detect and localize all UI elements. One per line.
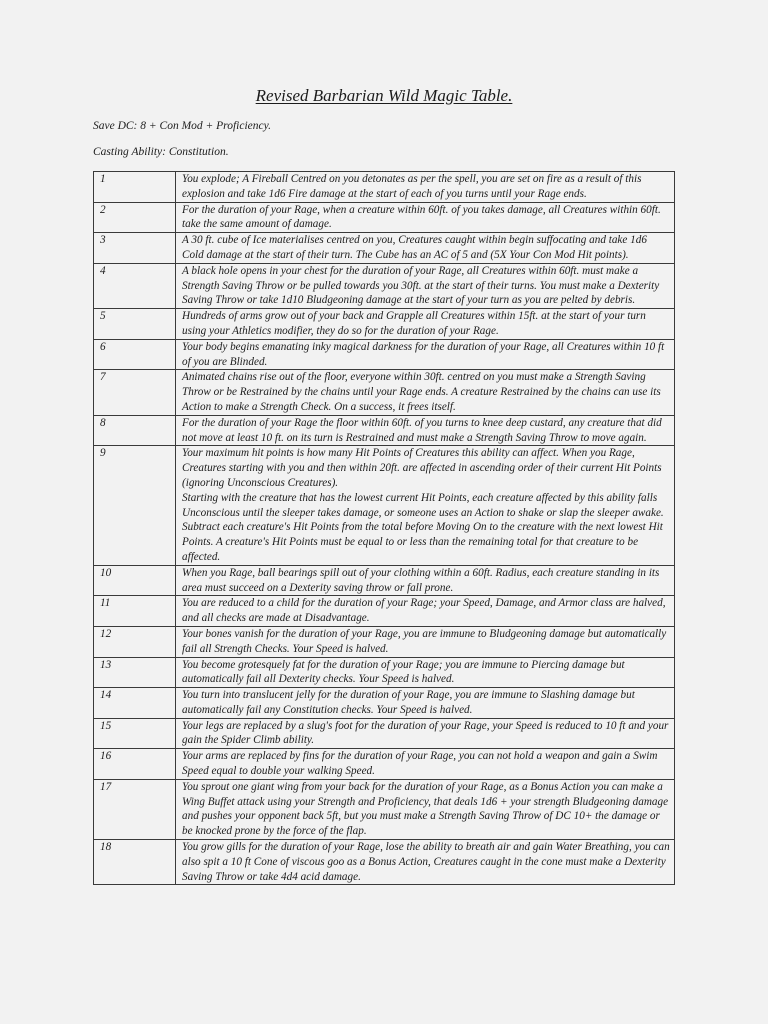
- table-row: [94, 779, 675, 839]
- effect-cell: [176, 565, 675, 596]
- roll-number-cell: 18: [94, 840, 176, 885]
- roll-number-cell: 8: [94, 415, 176, 446]
- effect-text: When you Rage, ball bearings spill out of your clothing within a 60ft. Radius, each creature standing in its area must succeed on a Dexterity saving throw or fall prone.: [182, 566, 660, 594]
- roll-number-cell: 17: [94, 779, 176, 839]
- effect-cell: [176, 657, 675, 688]
- document-title: Revised Barbarian Wild Magic Table.: [255, 86, 513, 105]
- table-row: [94, 202, 675, 233]
- effect-text: Your maximum hit points is how many Hit Points of Creatures this ability can affect. When you Rage, Creatures starting with you and then within 20ft. are affected in ascending order of their current Hit Points (ignoring Unconscious Creatures).: [182, 447, 662, 489]
- table-row: [94, 749, 675, 780]
- roll-number-cell: 7: [94, 370, 176, 415]
- effect-text: Animated chains rise out of the floor, everyone within 30ft. centred on you must make a Strength Saving Throw or be Restrained by the chains until your Rage ends. A creature Restrained by the chains can use its Action to make a Strength Check. On a success, it frees itself.: [182, 371, 661, 413]
- effect-text: Your bones vanish for the duration of your Rage, you are immune to Bludgeoning damage but automatically fail all Strength Checks. Your Speed is halved.: [182, 627, 667, 655]
- effect-text: You explode; A Fireball Centred on you detonates as per the spell, you are set on fire as a result of this explosion and take 1d6 Fire damage at the start of each of you turns until your Rage ends.: [182, 173, 642, 200]
- effect-text: You become grotesquely fat for the duration of your Rage; you are immune to Piercing damage but automatically fail all Dexterity checks. Your Speed is halved.: [182, 658, 625, 686]
- effect-text: A black hole opens in your chest for the duration of your Rage, all Creatures within 60ft. must make a Strength Saving Throw or be pulled towards you 30ft. at the start of their turns. You must make a Dexterity Saving Throw or take 1d10 Bludgeoning damage at the start of your turn as you are pelted by debris.: [182, 264, 660, 307]
- effect-cell: [176, 626, 675, 657]
- effect-text: Starting with the creature that has the lowest current Hit Points, each creature affected by this ability falls Unconscious until the sleeper takes damage, or someone uses an Action to shake or slap the sleeper awake. Subtract each creature's Hit Points from the total before Moving On to the creature with the next lowest Hit Points. A creature's Hit Points must be equal to or less than the remaining total for that creature to be affected.: [182, 491, 664, 563]
- roll-number-cell: 10: [94, 565, 176, 596]
- roll-number-cell: 4: [94, 263, 176, 308]
- effect-cell: [176, 339, 675, 370]
- effect-text: For the duration of your Rage, when a creature within 60ft. of you takes damage, all Creatures within 60ft. take the same amount of damage.: [182, 203, 661, 231]
- wild-magic-table-body: [94, 172, 675, 885]
- roll-number-cell: 15: [94, 718, 176, 749]
- effect-text: For the duration of your Rage the floor within 60ft. of you turns to knee deep custard, any creature that did not move at least 10 ft. on its turn is Restrained and must make a Strength Saving Throw to move again.: [182, 416, 662, 444]
- table-row: [94, 718, 675, 749]
- roll-number-cell: 6: [94, 339, 176, 370]
- table-row: [94, 657, 675, 688]
- table-row: [94, 840, 675, 885]
- table-row: [94, 626, 675, 657]
- table-row: [94, 309, 675, 340]
- effect-text: A 30 ft. cube of Ice materialises centred on you, Creatures caught within begin suffocating and take 1d6 Cold damage at the start of their turn. The Cube has an AC of 5 and (5X Your Con Mod Hit points).: [182, 234, 647, 261]
- effect-cell: [176, 415, 675, 446]
- roll-number-cell: 13: [94, 657, 176, 688]
- table-row: [94, 446, 675, 565]
- roll-number-cell: 5: [94, 309, 176, 340]
- roll-number-cell: 2: [94, 202, 176, 233]
- effect-text: Your body begins emanating inky magical darkness for the duration of your Rage, all Creatures within 10 ft of you are Blinded.: [182, 340, 665, 368]
- roll-number-cell: 11: [94, 596, 176, 627]
- effect-text: You grow gills for the duration of your Rage, lose the ability to breath air and gain Water Breathing, you can also spit a 10 ft Cone of viscous goo as a Bonus Action, Creatures caught in the cone must make a Dexterity Saving Throw or take 4d4 acid damage.: [182, 841, 670, 883]
- effect-text: Your legs are replaced by a slug's foot for the duration of your Rage, your Speed is reduced to 10 ft and your gain the Spider Climb ability.: [182, 719, 669, 747]
- effect-text: Your arms are replaced by fins for the duration of your Rage, you can not hold a weapon and gain a Swim Speed equal to double your walking Speed.: [182, 750, 658, 778]
- table-row: [94, 263, 675, 308]
- wild-magic-table: [93, 171, 675, 885]
- effect-cell: [176, 688, 675, 719]
- effect-cell: [176, 370, 675, 415]
- effect-text: You are reduced to a child for the duration of your Rage; your Speed, Damage, and Armor class are halved, and all checks are made at Disadvantage.: [182, 597, 666, 625]
- effect-text: Hundreds of arms grow out of your back and Grapple all Creatures within 15ft. at the start of your turn using your Athletics modifier, they do so for the duration of your Rage.: [182, 310, 646, 337]
- table-row: [94, 233, 675, 264]
- effect-cell: [176, 233, 675, 264]
- effect-cell: [176, 596, 675, 627]
- effect-cell: [176, 263, 675, 308]
- table-row: [94, 415, 675, 446]
- table-row: [94, 596, 675, 627]
- table-row: [94, 339, 675, 370]
- roll-number-cell: 3: [94, 233, 176, 264]
- effect-cell: [176, 446, 675, 565]
- effect-cell: [176, 749, 675, 780]
- roll-number-cell: 12: [94, 626, 176, 657]
- effect-cell: [176, 779, 675, 839]
- roll-number-cell: 16: [94, 749, 176, 780]
- effect-text: You turn into translucent jelly for the duration of your Rage, you are immune to Slashing damage but automatically fail any Constitution checks. Your Speed is halved.: [182, 689, 635, 716]
- save-dc-line: Save DC: 8 + Con Mod + Proficiency.: [93, 120, 271, 132]
- effect-cell: [176, 718, 675, 749]
- roll-number-cell: 9: [94, 446, 176, 565]
- table-row: [94, 370, 675, 415]
- roll-number-cell: 1: [94, 172, 176, 203]
- effect-cell: [176, 172, 675, 203]
- effect-cell: [176, 840, 675, 885]
- table-row: [94, 688, 675, 719]
- roll-number-cell: 14: [94, 688, 176, 719]
- effect-cell: [176, 202, 675, 233]
- table-row: [94, 565, 675, 596]
- effect-text: You sprout one giant wing from your back for the duration of your Rage, as a Bonus Action you can make a Wing Buffet attack using your Strength and Proficiency, that deals 1d6 + your strength Bludgeoning damage and pushes your opponent back 5ft, but you must make a Strength Saving Throw of DC 10+ the damage or be knocked prone by the force of the flap.: [182, 780, 669, 838]
- effect-cell: [176, 309, 675, 340]
- table-row: [94, 172, 675, 203]
- casting-ability-line: Casting Ability: Constitution.: [93, 146, 229, 158]
